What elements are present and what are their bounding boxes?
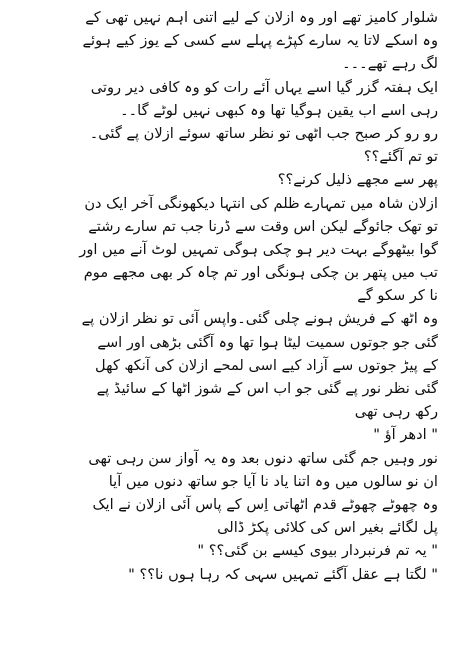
text-line: رکھ رہی تھی: [354, 403, 438, 421]
text-line: گئی نظر نور پے گئی جو اب اس کے شوز اٹھا کے سائیڈ پے: [96, 380, 438, 397]
text-line: تو تم آگئے؟؟: [363, 148, 438, 166]
text-line: نور وہیں جم گئی ساتھ دنوں بعد وہ یہ آواز سن رہی تھی: [88, 449, 438, 467]
text-line: لگ رہے تھے۔۔۔: [342, 55, 438, 73]
text-line: " یہ تم فرنبردار بیوی کیسے بن گئی؟؟ ": [197, 542, 438, 560]
text-line: گوا بیٹھوگے بہت دیر ہو چکی ہوگی تمہیں لوٹ آنے میں اور: [79, 240, 438, 258]
text-line: ایک ہفتہ گزر گیا اسے یہاں آئے رات کو وہ کافی دیر روتی: [90, 78, 438, 96]
text-line: " ادھر آؤ ": [373, 426, 438, 444]
text-line: وہ اٹھ کے فریش ہونے چلی گئی۔واپس آئی تو نظر ازلان پے: [81, 310, 438, 328]
text-line: تب میں پتھر بن چکی ہونگی اور تم چاہ کر بھی مجھے موم: [83, 264, 438, 282]
text-line: ازلان شاہ میں تمہارے ظلم کی انتہا دیکھونگی آخر ایک دن: [84, 194, 438, 212]
text-line: تو تھک جائوگے لیکن اس وقت سے ڈرنا جب تم سارے رشتے: [88, 217, 438, 235]
text-line: ان نو سالوں میں وہ اتنا یاد نا آیا جو ساتھ دنوں میں آیا: [108, 472, 438, 490]
text-line: کے پیڑ جوتوں سے آزاد کیے اسی لمحے ازلان کی آنکھ کھل: [95, 356, 438, 374]
text-line: وہ اسکے لاتا یہ سارے کپڑے پہلے سے کسی کے یوز کیے ہوئے: [82, 32, 438, 50]
text-line: پل لگائے بغیر اس کی کلائی پکڑ ڈالی: [217, 519, 438, 537]
text-line: پھر سے مجھے ذلیل کرنے؟؟: [277, 171, 438, 189]
text-line: نا کر سکو گے: [357, 287, 438, 305]
text-line: رہی اسے اب یقین ہوگیا تھا وہ کبھی نہیں لوٹے گا۔۔: [120, 101, 438, 119]
text-line: گئی جو جوتوں سمیت لیٹا ہوا تھا وہ آگئی بڑھی اور اسے: [97, 333, 438, 351]
text-line: رو رو کر صبح جب اٹھی تو نظر ساتھ سوئے ازلان پے گئی۔: [89, 124, 438, 142]
text-line: شلوار کامیز تھے اور وہ ازلان کے لیے اتنی اہم نہیں تھی کے: [85, 9, 438, 26]
text-line: " لگتا ہے عقل آگئے تمہیں سہی کہ رہا ہوں نا؟؟ ": [128, 565, 438, 583]
text-line: وہ چھوٹے چھوٹے قدم اٹھاتی اِس کے پاس آئی ازلان نے ایک: [92, 495, 438, 513]
